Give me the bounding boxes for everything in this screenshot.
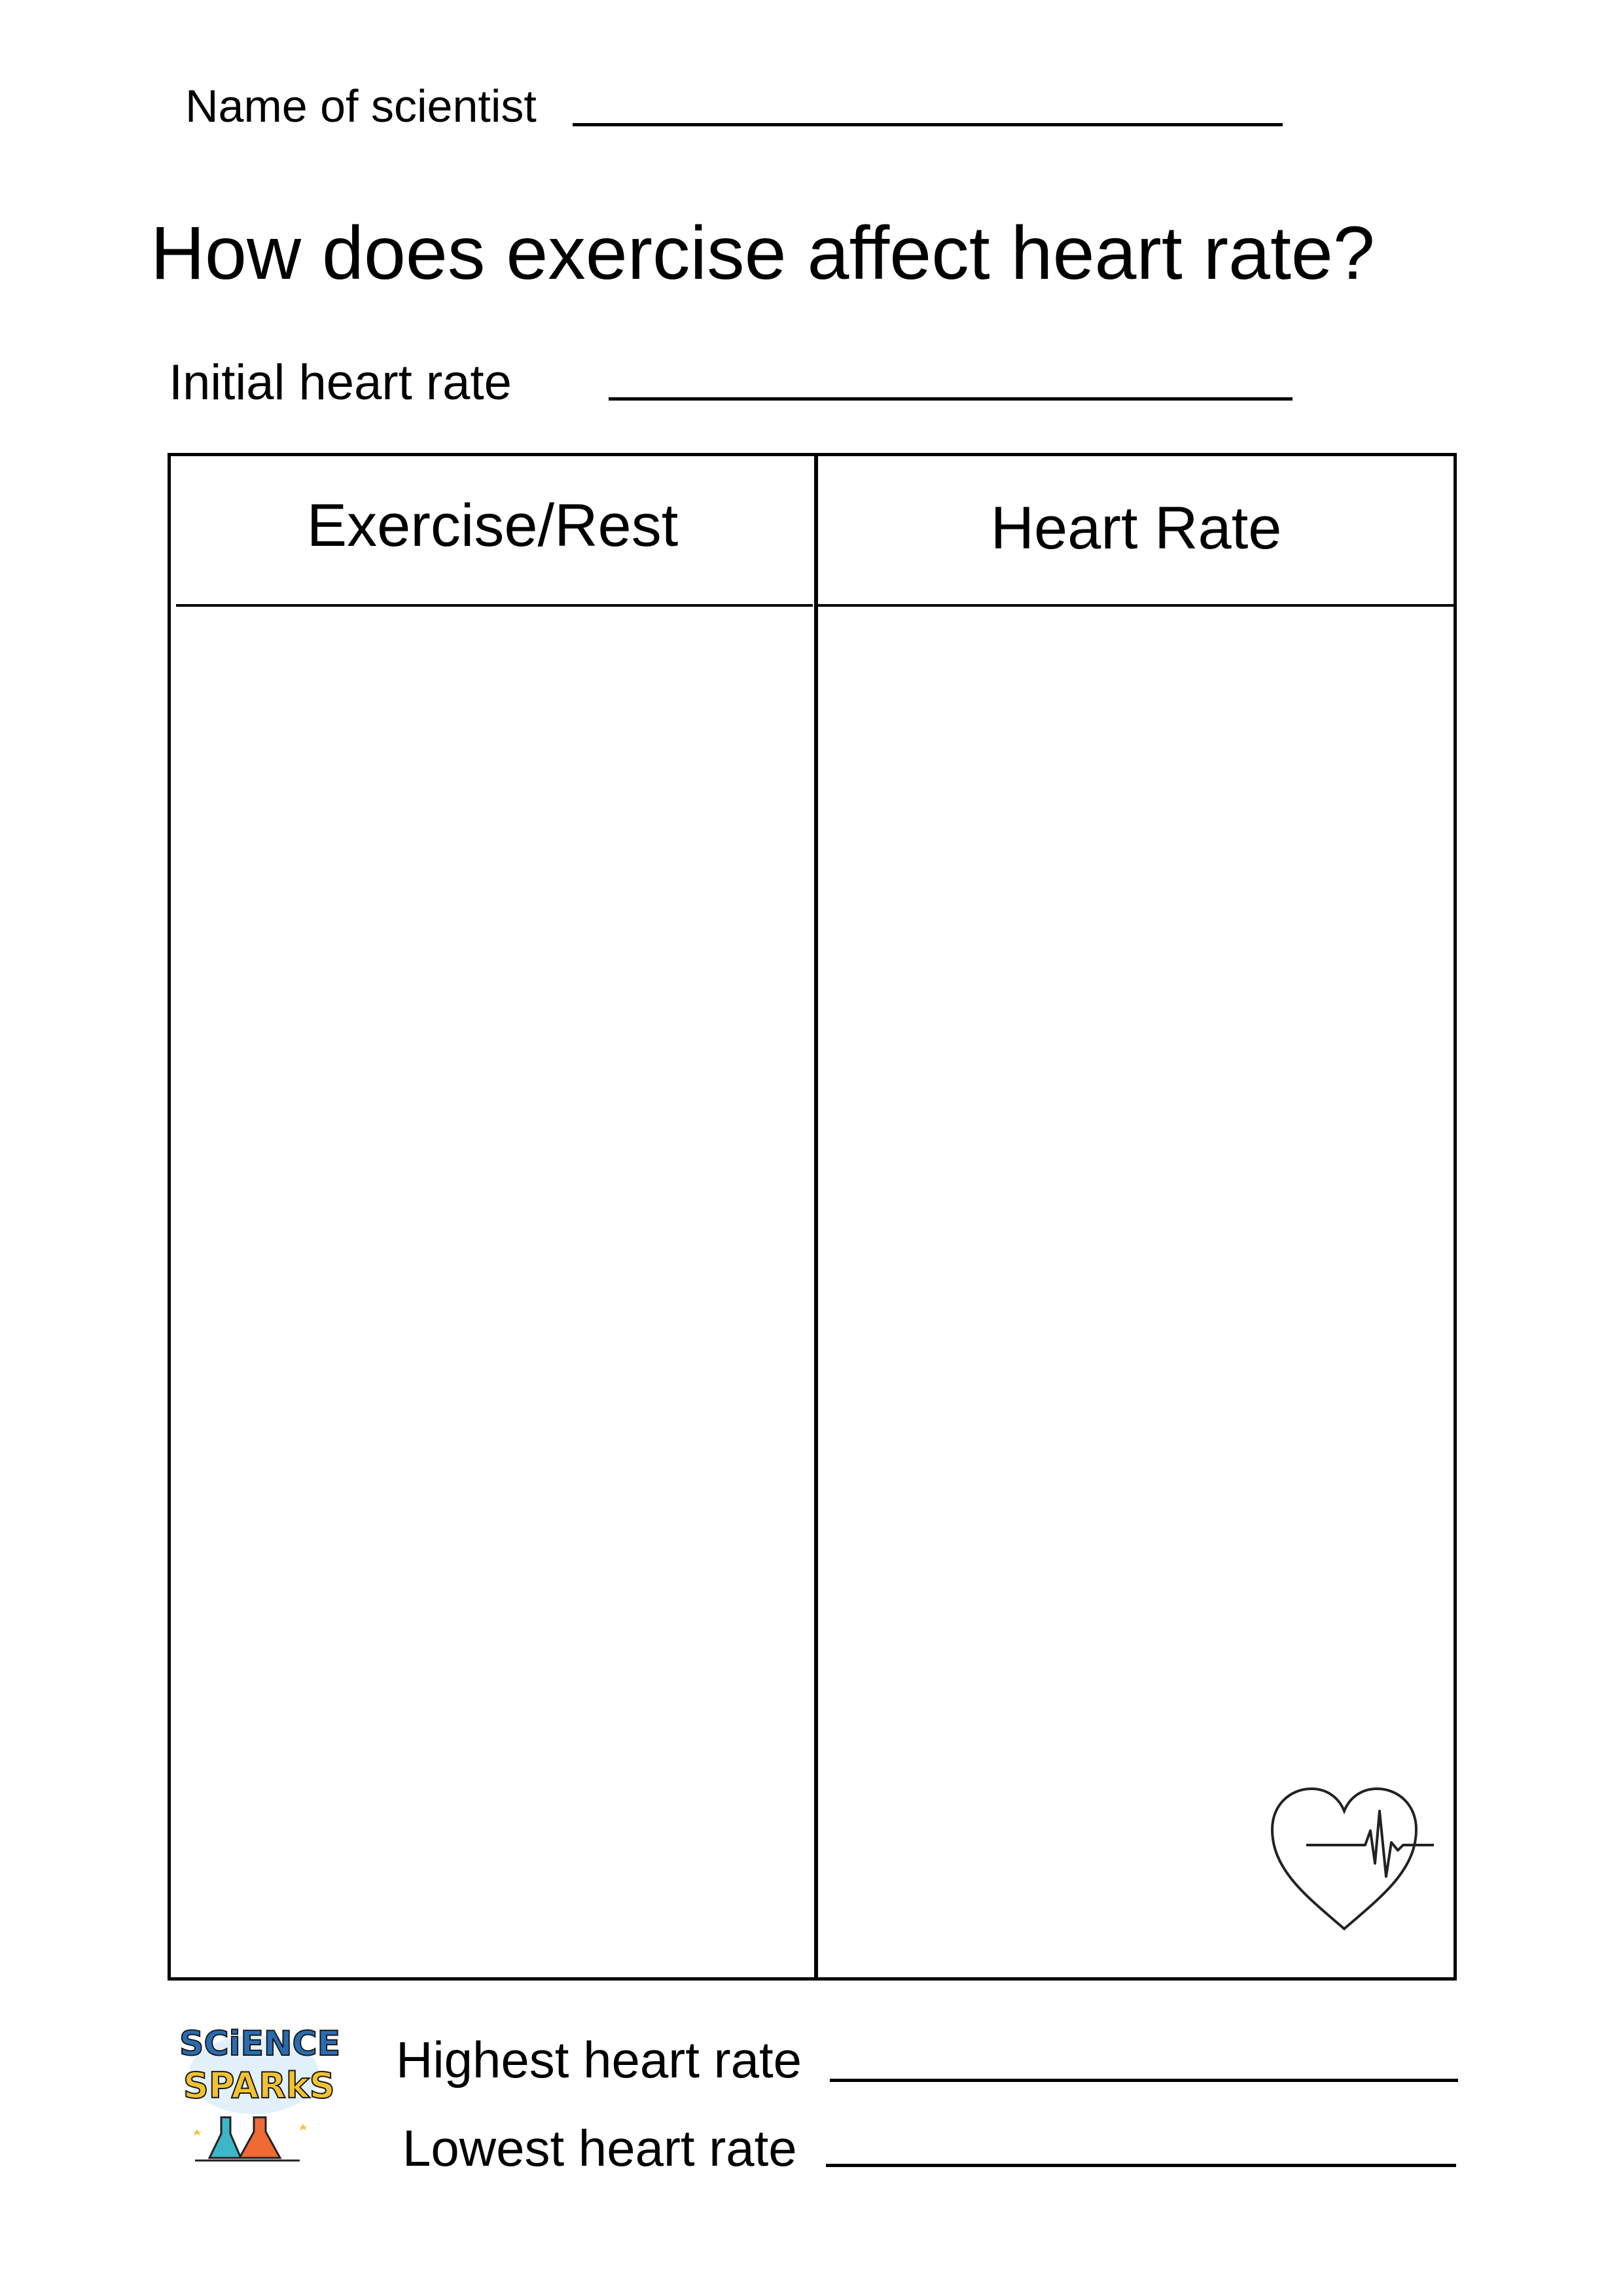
name-field-line[interactable] <box>573 123 1283 126</box>
initial-heart-rate-label: Initial heart rate <box>169 355 512 410</box>
heart-rate-cell[interactable] <box>818 608 1454 1976</box>
recording-table <box>168 453 1457 1981</box>
heart-pulse-icon <box>1267 1785 1437 1935</box>
svg-text:SCiENCE: SCiENCE <box>179 2024 339 2064</box>
science-sparks-logo <box>175 2019 339 2170</box>
page-title: How does exercise affect heart rate? <box>151 211 1375 295</box>
lowest-heart-rate-label: Lowest heart rate <box>402 2119 797 2177</box>
logo-graphic <box>175 2019 339 2170</box>
column-header-exercise-rest: Exercise/Rest <box>306 492 679 559</box>
header-rule-left <box>176 604 813 607</box>
column-header-heart-rate: Heart Rate <box>990 495 1282 562</box>
highest-heart-rate-label: Highest heart rate <box>396 2031 802 2089</box>
name-label: Name of scientist <box>185 81 537 132</box>
header-rule-right <box>818 604 1454 607</box>
highest-heart-rate-line[interactable] <box>830 2079 1458 2082</box>
exercise-rest-cell[interactable] <box>176 608 813 1976</box>
initial-heart-rate-line[interactable] <box>609 397 1293 401</box>
svg-text:SPARkS: SPARkS <box>183 2065 335 2106</box>
lowest-heart-rate-line[interactable] <box>826 2164 1456 2167</box>
